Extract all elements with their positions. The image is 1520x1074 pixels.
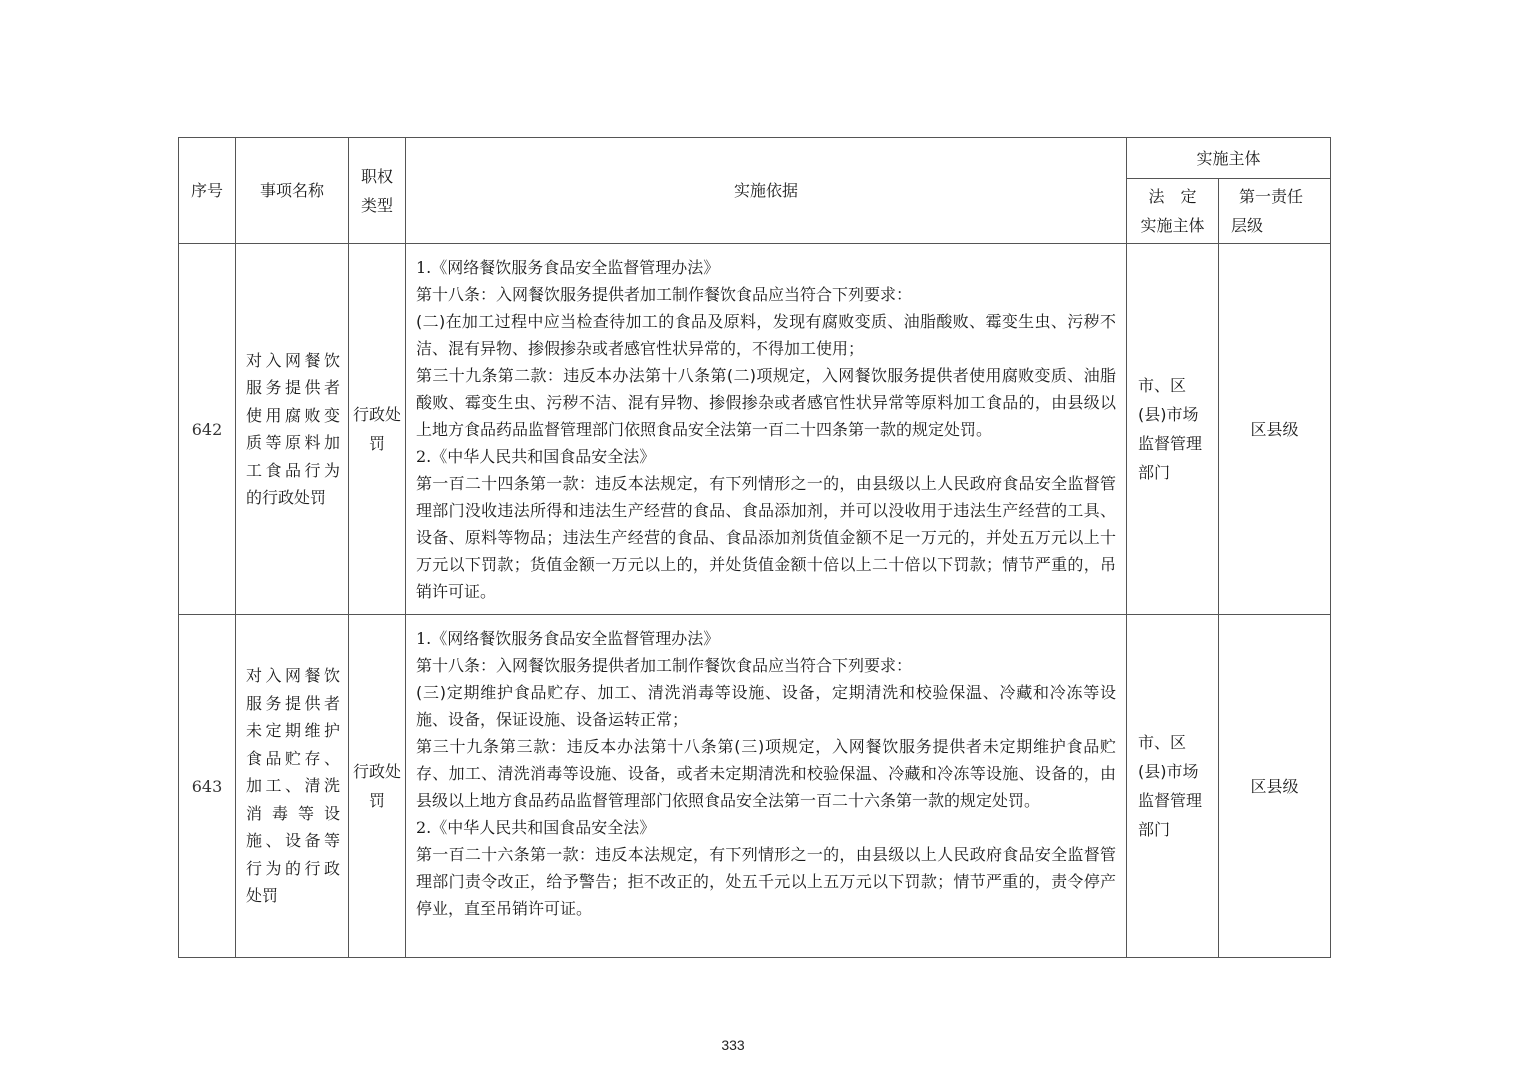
- basis-paragraph: 第一百二十六条第一款：违反本法规定，有下列情形之一的，由县级以上人民政府食品安全监督管理部门责令改正，给予警告；拒不改正的，处五千元以上五万元以下罚款；情节严重的，责令停产停业，直至吊销许可证。: [416, 845, 1116, 918]
- header-subject-group: 实施主体: [1127, 138, 1331, 179]
- basis-paragraph: 第三十九条第二款：违反本办法第十八条第(二)项规定，入网餐饮服务提供者使用腐败变质、油脂酸败、霉变生虫、污秽不洁、混有异物、掺假掺杂或者感官性状异常等原料加工食品的，由县级以上地方食品药品监督管理部门依照食品安全法第一百二十四条第一款的规定处罚。: [416, 366, 1116, 439]
- row-seq: 643: [179, 615, 236, 958]
- basis-paragraph: 1.《网络餐饮服务食品安全监督管理办法》: [416, 258, 720, 277]
- header-power-type-line2: 类型: [360, 195, 393, 215]
- header-name: 事项名称: [236, 138, 349, 244]
- basis-paragraph: 第三十九条第三款：违反本办法第十八条第(三)项规定，入网餐饮服务提供者未定期维护食品贮存、加工、清洗消毒等设施、设备，或者未定期清洗和校验保温、冷藏和冷冻等设施、设备的，由县级以上地方食品药品监督管理部门依照食品安全法第一百二十六条第一款的规定处罚。: [416, 737, 1116, 810]
- basis-paragraph: 第十八条：入网餐饮服务提供者加工制作餐饮食品应当符合下列要求：: [416, 656, 913, 675]
- row-power-type: 行政处罚: [349, 244, 406, 615]
- header-first-level-line2: 层级: [1231, 216, 1264, 235]
- basis-paragraph: (二)在加工过程中应当检查待加工的食品及原料，发现有腐败变质、油脂酸败、霉变生虫、污秽不洁、混有异物、掺假掺杂或者感官性状异常的，不得加工使用；: [416, 312, 1116, 358]
- basis-paragraph: 第一百二十四条第一款：违反本法规定，有下列情形之一的，由县级以上人民政府食品安全监督管理部门没收违法所得和违法生产经营的食品、食品添加剂，并可以没收用于违法生产经营的工具、设备、原料等物品；违法生产经营的食品、食品添加剂货值金额不足一万元的，并处五万元以上十万元以下罚款；货值金额一万元以上的，并处货值金额十倍以上二十倍以下罚款；情节严重的，吊销许可证。: [416, 474, 1116, 601]
- basis-paragraph: 2.《中华人民共和国食品安全法》: [416, 818, 656, 837]
- header-first-level-line1: 第一责任: [1239, 187, 1304, 206]
- header-power-type: [349, 138, 406, 244]
- header-first-level: [1219, 179, 1331, 244]
- basis-paragraph: 2.《中华人民共和国食品安全法》: [416, 447, 656, 466]
- row-name: 对入网餐饮服务提供者使用腐败变质等原料加工食品行为的行政处罚: [236, 244, 349, 615]
- row-basis: [406, 615, 1127, 958]
- header-legal-subject-line2: 实施主体: [1140, 216, 1205, 235]
- row-basis: [406, 244, 1127, 615]
- basis-paragraph: (三)定期维护食品贮存、加工、清洗消毒等设施、设备，定期清洗和校验保温、冷藏和冷冻等设施、设备，保证设施、设备运转正常；: [416, 683, 1116, 729]
- row-legal-subject: 市、区(县)市场监督管理部门: [1127, 615, 1219, 958]
- table-row: [179, 615, 1331, 958]
- header-row: [179, 138, 1331, 179]
- header-seq: 序号: [179, 138, 236, 244]
- basis-paragraph: 1.《网络餐饮服务食品安全监督管理办法》: [416, 629, 720, 648]
- row-first-level: 区县级: [1219, 615, 1331, 958]
- header-legal-subject-line1: 法 定: [1148, 187, 1197, 206]
- table-row: [179, 244, 1331, 615]
- row-power-type: 行政处罚: [349, 615, 406, 958]
- basis-paragraph: 第十八条：入网餐饮服务提供者加工制作餐饮食品应当符合下列要求：: [416, 285, 913, 304]
- implementation-table: [178, 137, 1331, 958]
- row-first-level: 区县级: [1219, 244, 1331, 615]
- header-legal-subject: [1127, 179, 1219, 244]
- header-power-type-line1: 职权: [360, 166, 393, 186]
- row-seq: 642: [179, 244, 236, 615]
- row-name: 对入网餐饮服务提供者未定期维护食品贮存、加工、清洗消毒等设施、设备等行为的行政处罚: [236, 615, 349, 958]
- page-number: 333: [721, 1037, 745, 1053]
- row-legal-subject: 市、区(县)市场监督管理部门: [1127, 244, 1219, 615]
- header-basis: 实施依据: [406, 138, 1127, 244]
